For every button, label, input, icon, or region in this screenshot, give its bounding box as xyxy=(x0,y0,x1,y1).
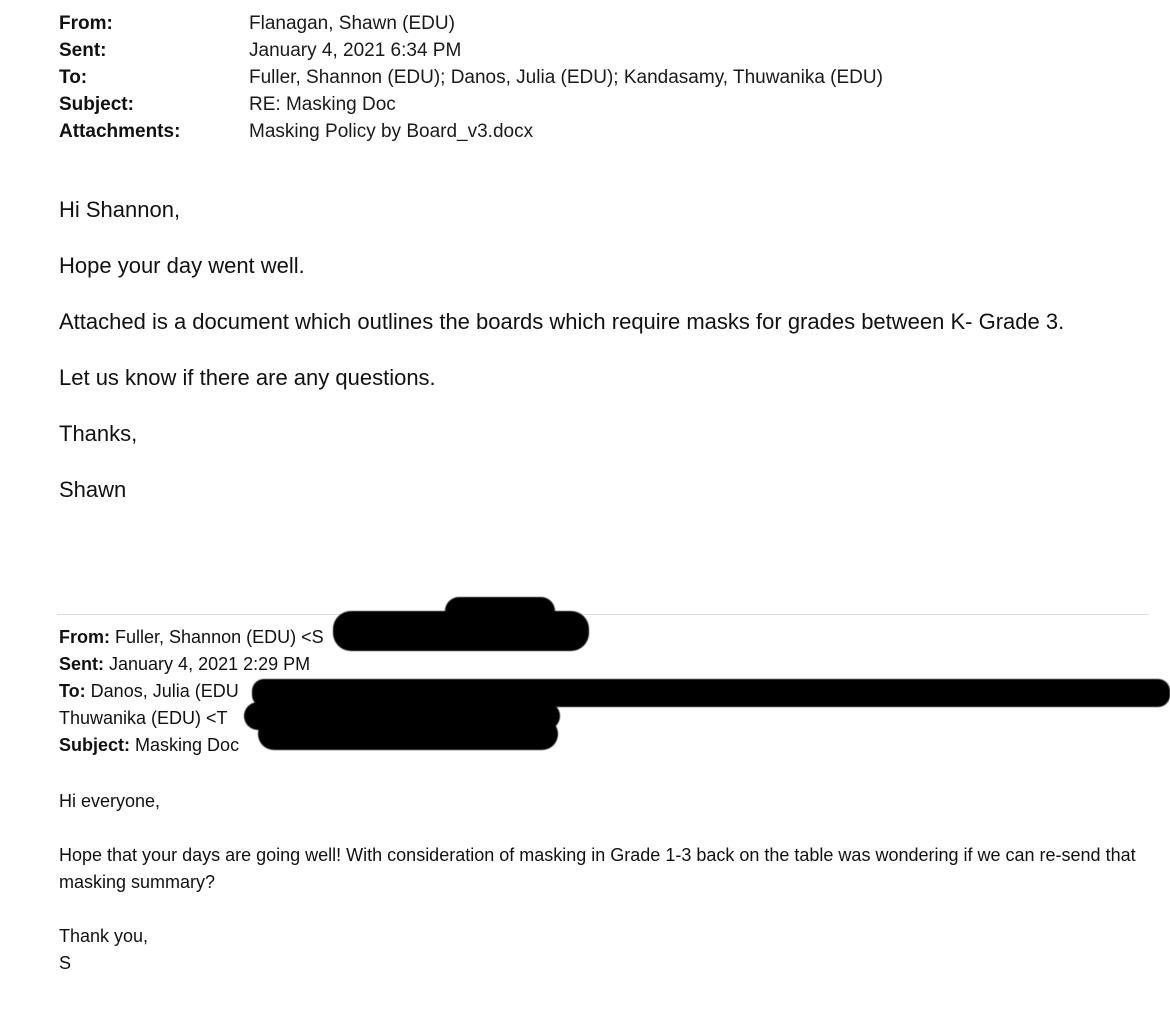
reply-paragraph: Let us know if there are any questions. xyxy=(59,365,436,390)
quoted-from-label: From: xyxy=(59,627,110,647)
to-value: Fuller, Shannon (EDU); Danos, Julia (EDU); Kandasamy, Thuwanika (EDU) xyxy=(249,66,883,88)
sent-value: January 4, 2021 6:34 PM xyxy=(249,39,462,61)
quoted-closing: Thank you, xyxy=(59,926,149,946)
quoted-sent-row xyxy=(59,651,1159,678)
reply-body xyxy=(59,196,1154,532)
reply-paragraph: Hope your day went well. xyxy=(59,253,305,278)
quoted-body xyxy=(59,788,1154,977)
email-header xyxy=(59,10,1139,145)
reply-paragraph: Attached is a document which outlines the boards which require masks for grades between K- Grade 3. xyxy=(59,309,1065,334)
from-label: From: xyxy=(59,12,113,34)
subject-value: RE: Masking Doc xyxy=(249,93,396,115)
attachments-label: Attachments: xyxy=(59,120,181,142)
quoted-subject-label: Subject: xyxy=(59,735,131,755)
header-from-row xyxy=(59,10,1139,37)
quoted-from-row xyxy=(59,624,1159,651)
quoted-to-label: To: xyxy=(59,681,86,701)
reply-signature: Shawn xyxy=(59,477,127,502)
header-to-row xyxy=(59,64,1139,91)
from-value: Flanagan, Shawn (EDU) xyxy=(249,12,455,34)
quoted-to-continuation: Thuwanika (EDU) <T xyxy=(59,708,228,728)
quoted-subject-value: Masking Doc xyxy=(135,735,240,755)
quoted-sent-label: Sent: xyxy=(59,654,104,674)
quoted-to-value: Danos, Julia (EDU xyxy=(90,681,239,701)
quoted-subject-row xyxy=(59,732,1159,759)
header-subject-row xyxy=(59,91,1139,118)
redaction-mark-subject xyxy=(258,718,558,750)
header-attachments-row xyxy=(59,118,1139,145)
quoted-paragraph: Hope that your days are going well! With consideration of masking in Grade 1-3 back on the table was wondering if we can re-send that masking summary? xyxy=(59,845,1136,892)
to-label: To: xyxy=(59,66,88,88)
subject-label: Subject: xyxy=(59,93,134,115)
redaction-mark-from-peak xyxy=(445,597,555,627)
reply-greeting: Hi Shannon, xyxy=(59,197,181,222)
header-sent-row xyxy=(59,37,1139,64)
quoted-greeting: Hi everyone, xyxy=(59,791,161,811)
sent-label: Sent: xyxy=(59,39,107,61)
quoted-sent-value: January 4, 2021 2:29 PM xyxy=(109,654,311,674)
attachment-filename[interactable]: Masking Policy by Board_v3.docx xyxy=(249,120,534,142)
quoted-signature: S xyxy=(59,953,72,973)
quoted-message-divider xyxy=(57,614,1149,615)
quoted-from-value: Fuller, Shannon (EDU) <S xyxy=(115,627,324,647)
reply-closing: Thanks, xyxy=(59,421,138,446)
